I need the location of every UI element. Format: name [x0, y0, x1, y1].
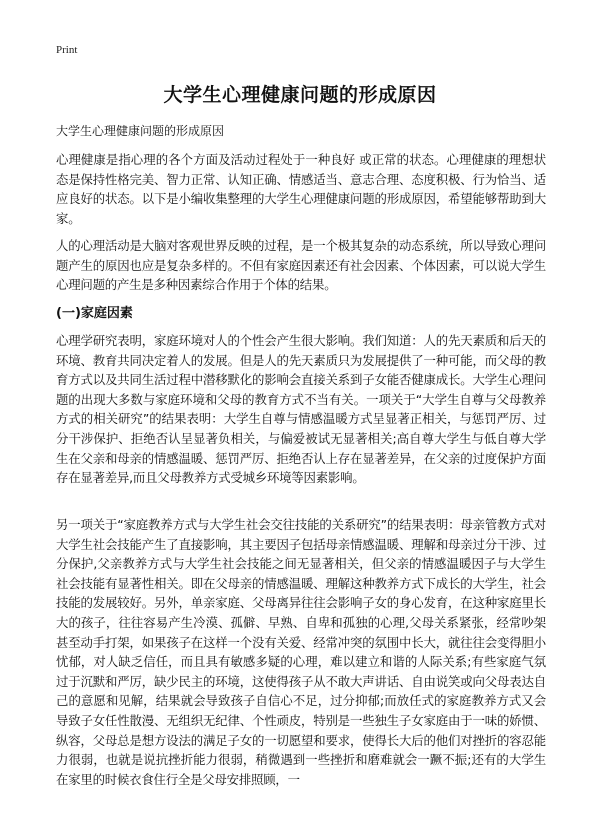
print-link[interactable]: Print [56, 44, 78, 56]
family-paragraph-1: 心理学研究表明，家庭环境对人的个性会产生很大影响。我们知道：人的先天素质和后天的环境、教育共同决定着人的发展。但是人的先天素质只为发展提供了一种可能，而父母的教育方式以及共同生活过程中潜移默化的影响会直接关系到子女能否健康成长。大学生心理问题的出现大多数与家庭环境和父母的教育方式不当有关。一项关于“大学生自尊与父母教养方式的相关研究”的结果表明：大学生自尊与情感温暖方式呈显著正相关，与惩罚严厉、过分干涉保护、拒绝否认呈显著负相关，与偏爱被试无显著相关;高自尊大学生与低自尊大学生在父亲和母亲的情感温暖、惩罚严厉、拒绝否认上存在显著差异，在父亲的过度保护方面存在显著差异,而且父母教养方式受城乡环境等因素影响。 [56, 333, 546, 486]
article-subtitle: 大学生心理健康问题的形成原因 [56, 124, 225, 138]
article-title: 大学生心理健康问题的形成原因 [163, 84, 437, 106]
section-heading-family: (一)家庭因素 [56, 306, 133, 321]
intro-paragraph: 心理健康是指心理的各个方面及活动过程处于一种良好 或正常的状态。心理健康的理想状态是保持性格完美、智力正常、认知正确、情感适当、意志合理、态度积极、行为恰当、适应良好的状态。以下是小编收集整理的大学生心理健康问题的形成原因，希望能够帮助到大家。 [56, 152, 546, 226]
family-paragraph-2: 另一项关于“家庭教养方式与大学生社会交往技能的关系研究”的结果表明：母亲管教方式对大学生社会技能产生了直接影响，其主要因子包括母亲情感温暖、理解和母亲过分干涉、过分保护,父亲教养方式与大学生社会技能之间无显著相关，但父亲的情感温暖因子与大学生社会技能有显著性相关。即在父母亲的情感温暖、理解这种教养方式下成长的大学生，社会技能的发展较好。另外，单亲家庭、父母离异往往会影响子女的身心发育，在这种家庭里长大的孩子，往往容易产生冷漠、孤僻、早熟、自卑和孤独的心理,父母关系紧张，经常吵架甚至动手打架，如果孩子在这样一个没有关爱、经常冲突的氛围中长大，就往往会变得胆小忧郁，对人缺乏信任，而且具有敏感多疑的心理，难以建立和谐的人际关系;有些家庭气氛过于沉默和严厉，缺少民主的环境，这使得孩子从不敢大声讲话、自由说笑或向父母表达自己的意愿和见解，结果就会导致孩子自信心不足，过分抑郁;而放任式的家庭教养方式又会导致子女任性散漫、无组织无纪律、个性顽皮，特别是一些独生子女家庭由于一味的娇惯、纵容，父母总是想方设法的满足子女的一切愿望和要求，使得长大后的他们对挫折的容忍能力很弱，也就是说抗挫折能力很弱，稍微遇到一些挫折和磨难就会一蹶不振;还有的大学生在家里的时候衣食住行全是父母安排照顾，一 [56, 517, 546, 787]
cause-overview-paragraph: 人的心理活动是大脑对客观世界反映的过程，是一个极其复杂的动态系统，所以导致心理问题产生的原因也应是复杂多样的。不但有家庭因素还有社会因素、个体因素，可以说大学生心理问题的产生是多种因素综合作用于个体的结果。 [56, 238, 546, 293]
